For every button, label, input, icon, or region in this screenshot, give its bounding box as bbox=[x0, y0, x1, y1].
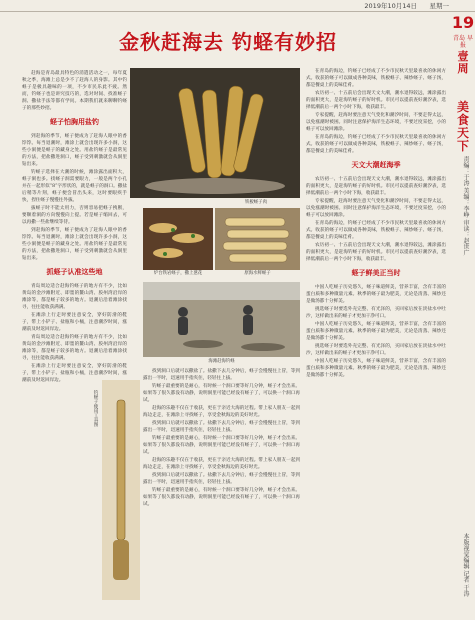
subheading-4: 蛏子鲜美正当时 bbox=[351, 268, 401, 277]
paragraph: 在青岛的海边，钓蛏子已经成了不少市民秋天里最喜欢的休闲方式。收获的蛏子可以做成各种美味，铁板蛏子、辣炒蛏子、蛏子汤，都是餐桌上的美味佳肴。 bbox=[306, 221, 446, 240]
intro-paragraph: 赶海是青岛最具特色的消遣活动之一，每年夏秋之季，海滩上总是少不了赶海人的身影。其中钓蛏子是极具趣味的一项，不少市民乐此不疲。然而，钓蛏子也是讲究技巧的，选对时间、找准蛏子洞、撒盐手法等都有学问。本期我们就来聊聊钓蛏子的那些妙招。 bbox=[22, 71, 127, 111]
paragraph: 中国人吃蛏子历史悠久，蛏子味道鲜美，营养丰富，含有丰富的蛋白质和多种微量元素。秋季的蛏子最为肥美，无论是清蒸、辣炒还是做汤都十分鲜美。 bbox=[306, 359, 446, 378]
paragraph: 中国人吃蛏子历史悠久，蛏子味道鲜美，营养丰富，含有丰富的蛋白质和多种微量元素。秋季的蛏子最为肥美，无论是清蒸、辣炒还是做汤都十分鲜美。 bbox=[306, 322, 446, 341]
paragraph: 钓蛏子最重要的是耐心，有时候一个洞口要等好几分钟，蛏子才会出来。如果等了很久都没有动静，说明洞里可能已经没有蛏子了，可以换一个洞口再试。 bbox=[143, 488, 300, 507]
caption-photo5: 钓蛏子使用工具图 bbox=[93, 390, 98, 427]
paragraph: 农历初一、十五前后会出现天文大潮，潮水退得较远，滩涂露出的面积更大，是赶海钓蛏子的好时机。市民可以提前查好潮汐表，选择低潮前后一两个小时下海，收获最丰。 bbox=[306, 91, 446, 110]
paragraph: 专家提醒，赶海时要注意天气变化和潮汐时间，不要走得太远，以免涨潮时被困。同时注意保护海洋生态环境，不要过度采挖，小的蛏子可以放回滩涂。 bbox=[306, 199, 446, 218]
section-sidebar bbox=[451, 13, 475, 620]
razor-clam-illustration bbox=[130, 68, 300, 198]
raw-clams-illustration bbox=[215, 208, 300, 270]
tool-illustration bbox=[102, 380, 140, 600]
photo-tools bbox=[102, 380, 140, 600]
paragraph: 到赶海的季节，蛏子便成为了赶海人眼中的香饽饽。每当退潮时，滩涂上就会出现许多小洞，这些小洞便是蛏子的藏身之处。用盐钓蛏子是最常见的方法，把盐撒进洞口，蛏子受到刺激就会从洞里钻出来。 bbox=[22, 134, 127, 167]
page-number: 19 bbox=[451, 13, 475, 32]
paragraph: 钓蛏子选择在大潮的时候，滩涂露出面积大，蛏子洞也多。找蛏子洞需要眼力，一般是两个小孔并在一起形似“8”字形状的，就是蛏子的洞口。撒盐后稍等片刻，蛏子便会冒出头来，这时要眼疾手快，捏住蛏子慢慢往外拔。 bbox=[22, 170, 127, 203]
paragraph: 钓蛏子最重要的是耐心，有时候一个洞口要等好几分钟，蛏子才会出来。如果等了很久都没有动静，说明洞里可能已经没有蛏子了，可以换一个洞口再试。 bbox=[143, 384, 300, 403]
paragraph: 挑选蛏子时要选外壳完整、有光泽的，买回家后放在淡盐水中吐沙，这样做出来的蛏子才更加干净可口。 bbox=[306, 307, 446, 319]
paragraph: 到赶海的季节，蛏子便成为了赶海人眼中的香饽饽。每当退潮时，滩涂上就会出现许多小洞，这些小洞便是蛏子的藏身之处。用盐钓蛏子是最常见的方法，把盐撒进洞口，蛏子受到刺激就会从洞里钻出来。 bbox=[22, 228, 127, 261]
paragraph: 赶海的乐趣不仅在于收获，更在于亲近大海的过程。带上家人朋友一起到海边走走，在滩涂上寻找蛏子，享受金秋海边的美好时光。 bbox=[143, 406, 300, 418]
caption-photo4: 海滩赶海钓蛏 bbox=[208, 359, 235, 364]
paragraph: 找到洞口后就可以撒盐了。盐撒下去几分钟后，蛏子会慢慢往上冒，等到露出一半时，迅速用手指夹住，轻轻往上拔。 bbox=[143, 473, 300, 485]
credits-top: 责编：于涛 美编：李峥 审读：赵世广 bbox=[462, 156, 469, 256]
article-column-2 bbox=[143, 368, 300, 613]
subheading-2: 抓蛏子认准这些地 bbox=[46, 267, 103, 276]
subheading-1: 蛏子怕胸用盐钓 bbox=[50, 117, 99, 126]
beach-scene-illustration bbox=[143, 282, 300, 357]
paragraph: 农历初一、十五前后会出现天文大潮，潮水退得较远，滩涂露出的面积更大，是赶海钓蛏子的好时机。市民可以提前查好潮汐表，选择低潮前后一两个小时下海，收获最丰。 bbox=[306, 177, 446, 196]
paragraph: 赶海的乐趣不仅在于收获，更在于亲近大海的过程。带上家人朋友一起到海边走走，在滩涂上寻找蛏子，享受金秋海边的美好时光。 bbox=[143, 458, 300, 470]
paragraph: 青岛周边适合赶海钓蛏子的地方有不少，比如黄岛的金沙滩附近、即墨的鳌山湾、胶州湾沿岸的滩涂等，都是蛏子较多的地方。退潮后沿着滩涂找寻，往往能收获满满。 bbox=[22, 335, 127, 361]
photo-beach-digging bbox=[143, 282, 300, 357]
paragraph: 农历初一、十五前后会出现天文大潮，潮水退得较远，滩涂露出的面积更大，是赶海钓蛏子的好时机。市民可以提前查好潮汐表，选择低潮前后一两个小时下海，收获最丰。 bbox=[306, 243, 446, 262]
paragraph: 挑选蛏子时要选外壳完整、有光泽的，买回家后放在淡盐水中吐沙，这样做出来的蛏子才更加干净可口。 bbox=[306, 344, 446, 356]
caption-photo1: 铁板蛏子肉 bbox=[245, 200, 267, 205]
paragraph: 青岛周边适合赶海钓蛏子的地方有不少，比如黄岛的金沙滩附近、即墨的鳌山湾、胶州湾沿岸的滩涂等，都是蛏子较多的地方。退潮后沿着滩涂找寻，往往能收获满满。 bbox=[22, 284, 127, 310]
header-date: 2019年10月14日 bbox=[364, 2, 417, 10]
page-header bbox=[0, 0, 475, 12]
credits-bottom: 本版视觉编辑 记者 于涛 bbox=[462, 533, 469, 597]
caption-photo2: 炉台铁岩蛏子，撒上葱花 bbox=[153, 271, 203, 276]
paragraph: 找到洞口后就可以撒盐了。盐撒下去几分钟后，蛏子会慢慢往上冒，等到露出一半时，迅速用手指夹住，轻轻往上拔。 bbox=[143, 369, 300, 381]
paragraph: 在滩涂上行走时要注意安全，穿好防滑的鞋子，带上小铲子、盐瓶和小桶，注意潮汐时间，涨潮前及时返回岸边。 bbox=[22, 313, 127, 332]
paragraph: 在青岛的海边，钓蛏子已经成了不少市民秋天里最喜欢的休闲方式。收获的蛏子可以做成各种美味，铁板蛏子、辣炒蛏子、蛏子汤，都是餐桌上的美味佳肴。 bbox=[306, 135, 446, 154]
caption-photo3: 原海水鲜蛏子 bbox=[244, 271, 271, 276]
headline: 金秋赶海去 钓蛏有妙招 bbox=[119, 30, 337, 54]
paragraph: 找到洞口后就可以撒盐了。盐撒下去几分钟后，蛏子会慢慢往上冒，等到露出一半时，迅速用手指夹住，轻轻往上拔。 bbox=[143, 421, 300, 433]
grilled-clams-illustration bbox=[143, 208, 213, 270]
paragraph: 专家提醒，赶海时要注意天气变化和潮汐时间，不要走得太远，以免涨潮时被困。同时注意保护海洋生态环境，不要过度采挖，小的蛏子可以放回滩涂。 bbox=[306, 113, 446, 132]
subheading-3: 天文大潮赶海季 bbox=[351, 160, 401, 169]
section-title: 美食天下 bbox=[456, 100, 469, 153]
paragraph: 在滩涂上行走时要注意安全，穿好防滑的鞋子，带上小铲子、盐瓶和小桶，注意潮汐时间，涨潮前及时返回岸边。 bbox=[22, 364, 127, 383]
paragraph: 在青岛的海边，钓蛏子已经成了不少市民秋天里最喜欢的休闲方式。收获的蛏子可以做成各种美味，铁板蛏子、辣炒蛏子、蛏子汤，都是餐桌上的美味佳肴。 bbox=[306, 69, 446, 88]
brand-small: 青岛 早报 bbox=[453, 35, 473, 49]
photo-raw-clams bbox=[215, 208, 300, 270]
photo-grilled-clams bbox=[143, 208, 213, 270]
header-weekday: 星期一 bbox=[429, 2, 449, 10]
article-column-3 bbox=[306, 68, 446, 616]
paragraph: 中国人吃蛏子历史悠久，蛏子味道鲜美，营养丰富，含有丰富的蛋白质和多种微量元素。秋季的蛏子最为肥美，无论是清蒸、辣炒还是做汤都十分鲜美。 bbox=[306, 285, 446, 304]
brand-logo: 壹周 bbox=[457, 50, 469, 75]
photo-razor-clams-plate bbox=[130, 68, 300, 198]
paragraph: 拔蛏子时不能太用力，否则容易把蛏子拽断，要顺着洞的方向慢慢向上提。若是蛏子缩回去，可以再撒一些盐继续等待。 bbox=[22, 206, 127, 225]
paragraph: 钓蛏子最重要的是耐心，有时候一个洞口要等好几分钟，蛏子才会出来。如果等了很久都没有动静，说明洞里可能已经没有蛏子了，可以换一个洞口再试。 bbox=[143, 436, 300, 455]
